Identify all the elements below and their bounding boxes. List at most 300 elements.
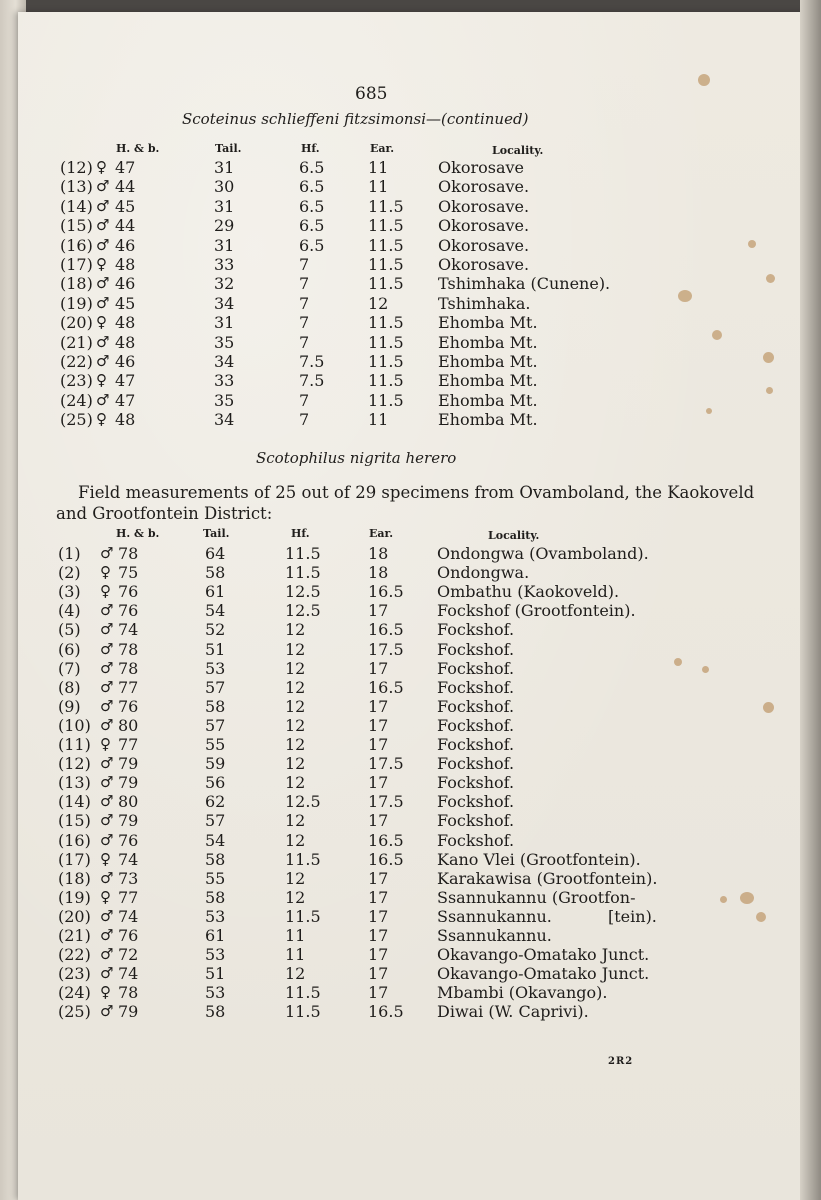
cell-tail: 58 <box>205 696 226 716</box>
page-number: 685 <box>355 84 388 104</box>
col-header-ear: Ear. <box>370 142 395 155</box>
col-header-hf: Hf. <box>291 527 310 540</box>
cell-ear: 17 <box>368 601 389 621</box>
cell-hf: 7 <box>299 390 310 410</box>
specimen-number: (2) <box>58 563 81 583</box>
cell-hf: 11 <box>285 945 306 965</box>
cell-locality: Okorosave. <box>438 216 530 236</box>
cell-hf: 12.5 <box>285 582 321 602</box>
table-row <box>18 177 808 196</box>
cell-locality: Ehomba Mt. <box>438 313 538 333</box>
cell-hf: 12 <box>285 868 306 888</box>
cell-hf: 12 <box>285 735 306 754</box>
table-row <box>18 216 808 235</box>
cell-tail: 64 <box>205 544 226 563</box>
sex-symbol: ♂ <box>100 964 114 983</box>
specimen-number: (21) <box>60 332 93 352</box>
cell-ear: 16.5 <box>368 620 404 640</box>
table-row <box>18 1002 808 1021</box>
cell-ear: 11.5 <box>368 235 404 255</box>
sex-symbol: ♂ <box>100 811 114 830</box>
cell-ear: 17 <box>368 868 389 888</box>
cell-hb: 77 <box>118 887 139 907</box>
cell-locality-continuation: [tein). <box>608 906 657 926</box>
cell-hf: 7 <box>299 293 310 313</box>
table-row <box>18 294 808 313</box>
sex-symbol: ♂ <box>100 715 114 734</box>
table-row <box>18 964 808 983</box>
cell-ear: 17 <box>368 715 389 735</box>
sex-symbol: ♀ <box>96 255 107 273</box>
cell-hf: 7 <box>299 313 310 333</box>
cell-ear: 11 <box>368 158 389 177</box>
cell-locality: Okorosave. <box>438 177 530 197</box>
cell-ear: 16.5 <box>368 849 404 869</box>
cell-hf: 11.5 <box>285 1002 321 1022</box>
cell-tail: 61 <box>205 926 226 945</box>
specimen-number: (18) <box>60 274 93 294</box>
col-header-tail: Tail. <box>215 142 242 155</box>
cell-locality: Ondongwa. <box>437 563 530 583</box>
cell-locality: Okorosave. <box>438 235 530 255</box>
table-row <box>18 601 808 620</box>
sex-symbol: ♀ <box>100 849 111 868</box>
sex-symbol: ♂ <box>100 601 114 620</box>
cell-locality: Okorosave. <box>438 255 530 274</box>
cell-hb: 75 <box>118 563 139 583</box>
cell-ear: 17.5 <box>368 792 404 812</box>
specimen-number: (8) <box>58 677 81 697</box>
section-title-scotophilus: Scotophilus nigrita herero <box>256 449 457 467</box>
sex-symbol: ♂ <box>96 177 110 196</box>
cell-tail: 55 <box>205 735 226 754</box>
specimen-number: (17) <box>60 255 93 274</box>
cell-hb: 79 <box>118 773 139 793</box>
sex-symbol: ♀ <box>100 735 111 753</box>
cell-hb: 78 <box>118 639 139 659</box>
specimen-number: (6) <box>58 639 81 659</box>
cell-locality: Fockshof. <box>437 735 515 754</box>
specimen-number: (23) <box>58 964 91 984</box>
specimen-number: (17) <box>58 849 91 869</box>
cell-ear: 18 <box>368 563 389 583</box>
cell-locality: Ombathu (Kaokoveld). <box>437 582 620 602</box>
table-row <box>18 640 808 659</box>
cell-ear: 11.5 <box>368 216 404 236</box>
cell-hb: 79 <box>118 754 139 774</box>
cell-hf: 12 <box>285 887 306 907</box>
cell-tail: 33 <box>214 255 235 274</box>
specimen-number: (20) <box>58 906 91 926</box>
specimen-number: (14) <box>58 792 91 812</box>
cell-tail: 61 <box>205 582 226 602</box>
cell-hb: 73 <box>118 868 139 888</box>
foxing-spot <box>698 74 710 86</box>
cell-locality: Ehomba Mt. <box>438 332 538 352</box>
sex-symbol: ♂ <box>96 196 110 215</box>
sex-symbol: ♂ <box>96 332 110 351</box>
cell-ear: 17 <box>368 811 389 831</box>
table-row <box>18 983 808 1002</box>
cell-tail: 34 <box>214 410 235 430</box>
cell-hb: 44 <box>115 216 136 236</box>
cell-locality: Fockshof. <box>437 792 515 812</box>
sex-symbol: ♂ <box>100 773 114 792</box>
table-row <box>18 255 808 274</box>
table-row <box>18 410 808 429</box>
sex-symbol: ♂ <box>100 945 114 964</box>
table-row <box>18 678 808 697</box>
cell-hb: 80 <box>118 715 139 735</box>
cell-tail: 31 <box>214 196 235 216</box>
cell-hf: 12.5 <box>285 601 321 621</box>
cell-ear: 17 <box>368 983 389 1003</box>
sex-symbol: ♂ <box>96 390 110 409</box>
cell-hf: 12 <box>285 696 306 716</box>
cell-hb: 76 <box>118 601 139 621</box>
cell-tail: 34 <box>214 293 235 313</box>
specimen-number: (9) <box>58 696 81 716</box>
specimen-number: (22) <box>60 352 93 371</box>
cell-ear: 11.5 <box>368 371 404 391</box>
specimen-number: (3) <box>58 582 81 602</box>
cell-hf: 7 <box>299 332 310 352</box>
specimen-number: (19) <box>58 887 91 907</box>
cell-tail: 58 <box>205 887 226 907</box>
specimen-number: (7) <box>58 658 81 678</box>
cell-locality: Ehomba Mt. <box>438 390 538 410</box>
sex-symbol: ♂ <box>100 639 114 658</box>
table-row <box>18 313 808 332</box>
cell-hb: 76 <box>118 582 139 602</box>
cell-locality: Mbambi (Okavango). <box>437 983 608 1003</box>
cell-ear: 17.5 <box>368 754 404 774</box>
cell-locality: Fockshof. <box>437 620 515 640</box>
cell-locality: Fockshof. <box>437 639 515 659</box>
cell-hb: 77 <box>118 677 139 697</box>
cell-hf: 12 <box>285 620 306 640</box>
cell-ear: 17 <box>368 906 389 926</box>
sex-symbol: ♂ <box>100 658 114 677</box>
table-row <box>18 158 808 177</box>
section-title-scoteinus: Scoteinus schlieffeni fitzsimonsi—(continued) <box>182 110 529 128</box>
cell-hf: 12 <box>285 658 306 678</box>
cell-hf: 12 <box>285 639 306 659</box>
col-header-locality: Locality. <box>488 529 540 542</box>
table-row <box>18 697 808 716</box>
sex-symbol: ♀ <box>100 887 111 906</box>
col-header-hb: H. & b. <box>116 527 160 540</box>
cell-ear: 16.5 <box>368 677 404 697</box>
cell-hb: 72 <box>118 945 139 965</box>
sex-symbol: ♂ <box>96 235 110 254</box>
cell-locality: Ssannukannu. <box>437 906 552 926</box>
cell-hf: 6.5 <box>299 196 325 216</box>
specimen-number: (24) <box>58 983 91 1003</box>
cell-hf: 6.5 <box>299 216 325 236</box>
sex-symbol: ♂ <box>100 868 114 887</box>
cell-ear: 11.5 <box>368 255 404 274</box>
cell-locality: Ehomba Mt. <box>438 410 538 430</box>
cell-hf: 7.5 <box>299 371 325 391</box>
table-row <box>18 907 808 926</box>
cell-hf: 12 <box>285 754 306 774</box>
cell-tail: 56 <box>205 773 226 793</box>
cell-hf: 12 <box>285 830 306 850</box>
sex-symbol: ♂ <box>100 677 114 696</box>
cell-hb: 78 <box>118 658 139 678</box>
sex-symbol: ♀ <box>100 563 111 582</box>
cell-ear: 17 <box>368 964 389 984</box>
specimen-number: (16) <box>58 830 91 850</box>
cell-locality: Fockshof. <box>437 677 515 697</box>
cell-ear: 17.5 <box>368 639 404 659</box>
book-page <box>18 12 808 1200</box>
cell-tail: 31 <box>214 235 235 255</box>
sex-symbol: ♂ <box>100 544 114 562</box>
cell-ear: 17 <box>368 735 389 754</box>
specimen-number: (24) <box>60 390 93 410</box>
cell-locality: Fockshof (Grootfontein). <box>437 601 636 621</box>
cell-locality: Okorosave. <box>438 196 530 216</box>
specimen-number: (13) <box>58 773 91 793</box>
cell-tail: 35 <box>214 390 235 410</box>
sex-symbol: ♀ <box>96 313 107 332</box>
cell-hb: 74 <box>118 620 139 640</box>
cell-tail: 58 <box>205 849 226 869</box>
specimen-number: (15) <box>58 811 91 831</box>
cell-locality: Ehomba Mt. <box>438 371 538 391</box>
cell-ear: 17 <box>368 658 389 678</box>
cell-tail: 58 <box>205 563 226 583</box>
sex-symbol: ♂ <box>100 754 114 773</box>
table-row <box>18 792 808 811</box>
cell-ear: 17 <box>368 696 389 716</box>
cell-tail: 51 <box>205 964 226 984</box>
specimen-number: (25) <box>60 410 93 430</box>
col-header-hb: H. & b. <box>116 142 160 155</box>
specimen-number: (23) <box>60 371 93 391</box>
cell-hb: 46 <box>115 274 136 294</box>
cell-hf: 12 <box>285 811 306 831</box>
cell-tail: 54 <box>205 601 226 621</box>
cell-hf: 6.5 <box>299 158 325 177</box>
cell-hf: 12 <box>285 773 306 793</box>
cell-tail: 58 <box>205 1002 226 1022</box>
cell-hb: 45 <box>115 196 136 216</box>
cell-tail: 53 <box>205 906 226 926</box>
table-row <box>18 582 808 601</box>
cell-locality: Tshimhaka (Cunene). <box>438 274 611 294</box>
sex-symbol: ♂ <box>96 293 110 312</box>
col-header-ear: Ear. <box>369 527 394 540</box>
cell-hb: 48 <box>115 255 136 274</box>
cell-hf: 12.5 <box>285 792 321 812</box>
table-row <box>18 620 808 639</box>
cell-hb: 78 <box>118 983 139 1003</box>
specimen-number: (14) <box>60 196 93 216</box>
cell-locality: Ssannukannu (Grootfon- <box>437 887 636 907</box>
cell-ear: 11 <box>368 410 389 430</box>
cell-hb: 76 <box>118 830 139 850</box>
specimen-number: (1) <box>58 544 81 563</box>
table-row <box>18 352 808 371</box>
cell-hf: 11.5 <box>285 983 321 1003</box>
cell-locality: Fockshof. <box>437 696 515 716</box>
cell-ear: 12 <box>368 293 389 313</box>
cell-locality: Fockshof. <box>437 811 515 831</box>
cell-tail: 57 <box>205 677 226 697</box>
table-row <box>18 391 808 410</box>
sex-symbol: ♂ <box>100 830 114 849</box>
sex-symbol: ♂ <box>100 696 114 715</box>
right-page-edge <box>800 0 821 1200</box>
table-row <box>18 716 808 735</box>
cell-locality: Ssannukannu. <box>437 926 552 945</box>
sex-symbol: ♀ <box>96 158 107 176</box>
table-row <box>18 754 808 773</box>
cell-tail: 55 <box>205 868 226 888</box>
cell-locality: Diwai (W. Caprivi). <box>437 1002 589 1022</box>
cell-hb: 74 <box>118 906 139 926</box>
specimen-number: (15) <box>60 216 93 236</box>
cell-tail: 35 <box>214 332 235 352</box>
specimen-number: (5) <box>58 620 81 640</box>
cell-hf: 6.5 <box>299 235 325 255</box>
cell-locality: Ondongwa (Ovamboland). <box>437 544 649 563</box>
specimen-number: (13) <box>60 177 93 197</box>
cell-hf: 12 <box>285 964 306 984</box>
table-row <box>18 773 808 792</box>
cell-locality: Fockshof. <box>437 773 515 793</box>
cell-hb: 47 <box>115 158 136 177</box>
cell-locality: Ehomba Mt. <box>438 352 538 371</box>
cell-hb: 79 <box>118 811 139 831</box>
cell-tail: 51 <box>205 639 226 659</box>
cell-tail: 53 <box>205 658 226 678</box>
sex-symbol: ♂ <box>96 274 110 293</box>
cell-hf: 11.5 <box>285 544 321 563</box>
cell-ear: 17 <box>368 926 389 945</box>
cell-ear: 11.5 <box>368 196 404 216</box>
cell-hf: 11 <box>285 926 306 945</box>
cell-locality: Fockshof. <box>437 715 515 735</box>
specimen-number: (25) <box>58 1002 91 1022</box>
cell-hf: 12 <box>285 677 306 697</box>
cell-tail: 57 <box>205 715 226 735</box>
cell-hb: 76 <box>118 696 139 716</box>
cell-locality: Karakawisa (Grootfontein). <box>437 868 658 888</box>
cell-ear: 17 <box>368 773 389 793</box>
specimen-number: (22) <box>58 945 91 965</box>
table-row <box>18 850 808 869</box>
cell-tail: 53 <box>205 945 226 965</box>
cell-ear: 11.5 <box>368 352 404 371</box>
specimen-number: (11) <box>58 735 91 754</box>
cell-tail: 57 <box>205 811 226 831</box>
cell-locality: Fockshof. <box>437 658 515 678</box>
cell-hb: 48 <box>115 332 136 352</box>
sex-symbol: ♀ <box>96 371 107 390</box>
cell-ear: 11 <box>368 177 389 197</box>
cell-locality: Okorosave <box>438 158 524 177</box>
specimen-number: (16) <box>60 235 93 255</box>
table-row <box>18 563 808 582</box>
cell-hb: 45 <box>115 293 136 313</box>
cell-ear: 11.5 <box>368 332 404 352</box>
specimen-number: (19) <box>60 293 93 313</box>
cell-hb: 48 <box>115 313 136 333</box>
specimen-number: (18) <box>58 868 91 888</box>
cell-tail: 59 <box>205 754 226 774</box>
table-row <box>18 333 808 352</box>
table-row <box>18 945 808 964</box>
sex-symbol: ♂ <box>96 216 110 235</box>
cell-hb: 76 <box>118 926 139 945</box>
cell-ear: 16.5 <box>368 830 404 850</box>
table-row <box>18 869 808 888</box>
cell-hf: 11.5 <box>285 563 321 583</box>
signature-mark: 2R2 <box>608 1056 634 1067</box>
table-row <box>18 544 808 563</box>
sex-symbol: ♀ <box>100 582 111 601</box>
cell-hb: 79 <box>118 1002 139 1022</box>
cell-hb: 46 <box>115 352 136 371</box>
specimen-number: (4) <box>58 601 81 621</box>
cell-hf: 7 <box>299 274 310 294</box>
cell-hf: 11.5 <box>285 849 321 869</box>
cell-hb: 44 <box>115 177 136 197</box>
cell-hf: 7.5 <box>299 352 325 371</box>
cell-hf: 11.5 <box>285 906 321 926</box>
cell-ear: 11.5 <box>368 274 404 294</box>
table-row <box>18 735 808 754</box>
table-row <box>18 811 808 830</box>
intro-text: Field measurements of 25 out of 29 specimens from Ovamboland, the Kaokoveld and Grootfontein District: <box>56 483 755 523</box>
cell-hb: 48 <box>115 410 136 430</box>
cell-locality: Okavango-Omatako Junct. <box>437 964 650 984</box>
cell-tail: 34 <box>214 352 235 371</box>
cell-hf: 7 <box>299 255 310 274</box>
table-row <box>18 197 808 216</box>
cell-tail: 52 <box>205 620 226 640</box>
table-row <box>18 831 808 850</box>
cell-tail: 53 <box>205 983 226 1003</box>
sex-symbol: ♂ <box>96 352 110 370</box>
cell-tail: 30 <box>214 177 235 197</box>
cell-hf: 6.5 <box>299 177 325 197</box>
col-header-hf: Hf. <box>301 142 320 155</box>
col-header-locality: Locality. <box>492 144 544 157</box>
cell-hb: 74 <box>118 964 139 984</box>
cell-ear: 11.5 <box>368 390 404 410</box>
cell-ear: 11.5 <box>368 313 404 333</box>
sex-symbol: ♀ <box>96 410 107 429</box>
cell-hb: 47 <box>115 371 136 391</box>
sex-symbol: ♂ <box>100 1002 114 1021</box>
table-row <box>18 926 808 945</box>
cell-locality: Fockshof. <box>437 830 515 850</box>
table-row <box>18 888 808 907</box>
cell-tail: 31 <box>214 158 235 177</box>
cell-hb: 80 <box>118 792 139 812</box>
specimen-number: (12) <box>60 158 93 177</box>
sex-symbol: ♂ <box>100 792 114 811</box>
cell-hb: 77 <box>118 735 139 754</box>
specimen-number: (12) <box>58 754 91 774</box>
cell-tail: 62 <box>205 792 226 812</box>
cell-locality: Kano Vlei (Grootfontein). <box>437 849 641 869</box>
